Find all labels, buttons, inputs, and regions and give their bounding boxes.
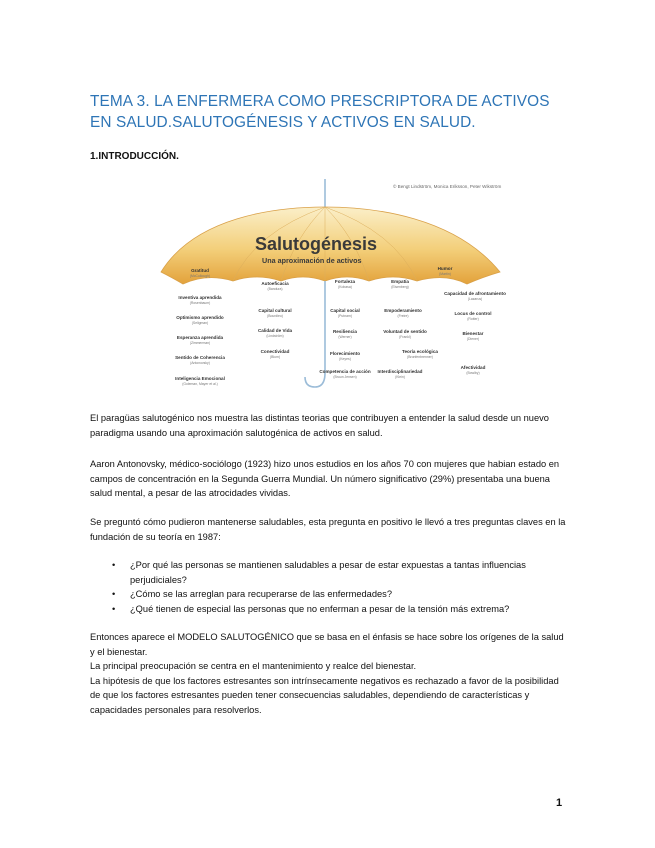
asset-label: Inventiva aprendida [178,295,222,300]
paragraph-line: La hipótesis de que los factores estresantes son intrínsecamente negativos es rechazado a favor de la posibilidad de que los factores estresantes pueden tener consecuencias saludables, dependiendo de características y capacidades personales para resolverlos. [90,675,559,715]
paragraph-questions-intro: Se preguntó cómo pudieron mantenerse saludables, esta pregunta en positivo le llevó a tres preguntas claves en la fundación de su teoría en 1987: [90,517,566,542]
bullet: • [112,603,116,614]
bullet: • [112,589,116,600]
asset-author: (Martin) [439,272,451,276]
paragraph-line: La principal preocupación se centra en el mantenimiento y realce del bienestar. [90,661,417,672]
question-text: ¿Cómo se las arreglan para recuperarse de las enfermedades? [130,589,393,600]
asset-label: Afectividad [460,365,486,370]
asset-author: (Diener) [466,337,480,341]
asset-author: (Goleman, Mayer et al.) [182,382,218,386]
questions-list [90,558,580,616]
asset-author: (Lindström) [266,334,284,338]
asset-label: Fortaleza [334,279,356,284]
paragraph-salutogenic-model [90,630,570,718]
asset-label: Capacidad de afrontamiento [444,291,506,296]
paragraph-antonovsky: Aaron Antonovsky, médico-sociólogo (1923) hizo unos estudios en los años 70 con mujeres que habian estado en campos de concentración en la Segunda Guerra Mundial. Un número significativo (29%) presentaba una buena salud mental, a pesar de las atrocidades vividas. [90,459,560,499]
figure-credits: © Bengt Lindström, Monica Eriksson, Peter Wikström [393,184,502,189]
question-text: ¿Por qué las personas se mantienen saludables a pesar de estar expuestas a tantas influencias perjudiciales? [130,560,526,585]
asset-label: Capital social [330,308,360,313]
asset-label: Teoría ecológica [402,349,438,354]
asset-label: Gratitud [191,268,209,273]
asset-label: Locus de control [454,311,492,316]
asset-author: (Bandura) [267,287,283,291]
question-text: ¿Qué tienen de especial las personas que no enferman a pesar de la tensión más extrema? [130,603,510,614]
asset-label: Humor [437,266,453,271]
paragraph-umbrella: El paragüas salutogénico nos muestra las distintas teorias que contribuyen a entender la salud desde un nuevo paradigma usando una aproximación salutogénica de activos en salud. [90,413,549,438]
asset-label: Empoderamiento [384,308,422,313]
asset-label: Bienestar [462,331,484,336]
figure-subtitle: Una aproximación de activos [262,256,362,265]
asset-author: (Eisenberg) [391,285,409,289]
asset-author: (Keyes) [339,357,351,361]
asset-label: Inteligencia Emocional [175,376,225,381]
asset-label: Resiliencia [332,329,358,334]
asset-label: Florecimiento [329,351,361,356]
section-heading: 1.INTRODUCCIÓN. [90,151,179,162]
figure-title: Salutogénesis [255,234,378,254]
asset-label: Empatía [391,279,409,284]
asset-author: (Blum) [270,355,280,359]
list-item [90,602,580,617]
asset-author: (Zimmerman) [189,341,211,345]
asset-author: (Bronfenbrenner) [407,355,433,359]
paragraph-line: Entonces aparece el MODELO SALUTOGÉNICO que se basa en el énfasis se hace sobre los orígenes de la salud y el bienestar. [90,632,564,657]
asset-author: (Bourdieu) [267,314,283,318]
asset-author: (Werner) [338,335,352,339]
asset-author: (Bowlby) [466,371,480,375]
figure-asset-labels [175,266,506,386]
asset-label: Voluntad de sentido [383,329,427,334]
asset-author: (Freire) [397,314,409,318]
asset-author: (Frankl) [399,335,411,339]
asset-label: Sentido de Coherencia [175,355,225,360]
asset-label: Interdisciplinariedad [377,369,423,374]
asset-label: Competencia de acción [319,369,371,374]
asset-label: Autoeficacia [261,281,289,286]
bullet: • [112,560,116,570]
asset-author: (Klein) [395,375,405,379]
asset-author: (Rosenbaum) [189,301,211,305]
page-title: TEMA 3. LA ENFERMERA COMO PRESCRIPTORA DE ACTIVOS EN SALUD.SALUTOGÉNESIS Y ACTIVOS EN SALUD. [90,93,550,131]
asset-author: (Rotter) [467,317,479,321]
page-number: 1 [556,797,563,809]
asset-author: (Kobasa) [338,285,352,289]
list-item [90,558,580,587]
asset-label: Capital cultural [258,308,292,313]
asset-label: Esperanza aprendida [176,335,224,340]
salutogenesis-umbrella-figure [155,177,510,392]
asset-label: Optimismo aprendido [176,315,224,320]
asset-author: (Seligman) [191,321,209,325]
asset-author: (McCullough) [189,274,211,278]
asset-label: Calidad de Vida [257,328,293,333]
list-item [90,587,580,602]
asset-author: (Putnam) [338,314,352,318]
asset-author: (Lazarus) [467,297,483,301]
asset-author: (Bruun Jensen) [333,375,357,379]
asset-author: (Antonovsky) [190,361,210,365]
asset-label: Conectividad [260,349,290,354]
